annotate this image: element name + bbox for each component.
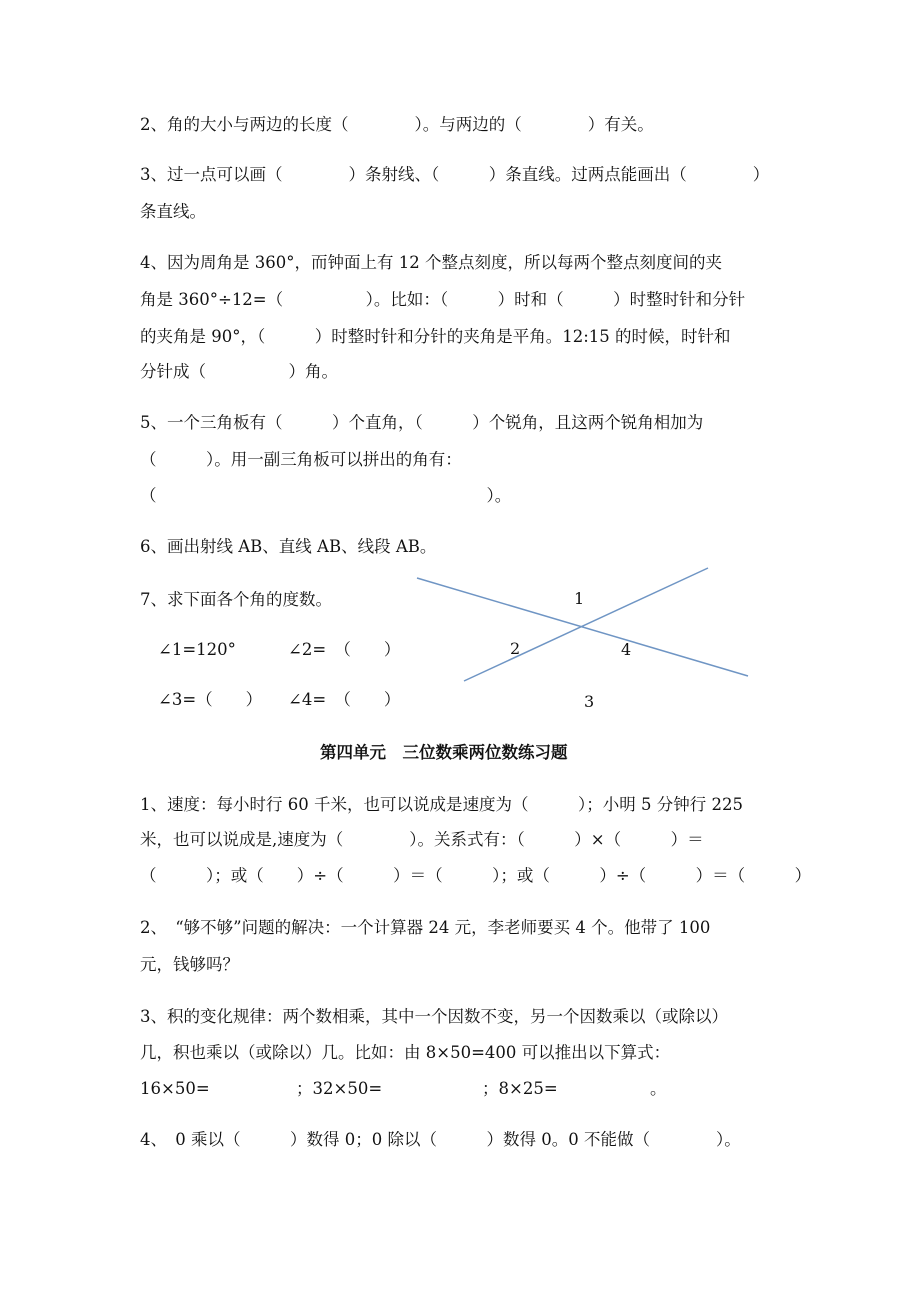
unit4-question-4: 4、 0 乘以（ ）数得 0；0 除以（ ）数得 0。0 不能做（ ）。 — [140, 1130, 741, 1149]
angle-label-3: 3 — [584, 692, 595, 711]
question-5-line-2: （ ）。用一副三角板可以拼出的角有： — [140, 450, 462, 469]
question-4-line-3: 的夹角是 90°，（ ）时整时针和分针的夹角是平角。12:15 的时候，时针和 — [140, 327, 731, 346]
question-6: 6、画出射线 AB、直线 AB、线段 AB。 — [140, 537, 437, 556]
question-2: 2、角的大小与两边的长度（ ）。与两边的（ ）有关。 — [140, 115, 654, 134]
line-ascending — [464, 568, 708, 681]
unit-4-title: 第四单元 三位数乘两位数练习题 — [320, 743, 568, 762]
angle-label-1: 1 — [574, 589, 585, 608]
angle-1-value: ∠1=120° — [158, 640, 236, 659]
question-3-line-2: 条直线。 — [140, 202, 206, 221]
unit4-question-3-expr-1: 16×50= — [140, 1079, 210, 1098]
unit4-question-3-line-2: 几，积也乘以（或除以）几。比如：由 8×50=400 可以推出以下算式： — [140, 1043, 671, 1062]
unit4-question-2-line-1: 2、 “够不够”问题的解决：一个计算器 24 元，李老师要买 4 个。他带了 100 — [140, 918, 711, 937]
unit4-question-1-line-1: 1、速度：每小时行 60 千米，也可以说成是速度为（ ）；小明 5 分钟行 225 — [140, 795, 743, 814]
unit4-question-2-line-2: 元，钱够吗？ — [140, 955, 239, 974]
unit4-question-3-expr-2: ；32×50= — [296, 1079, 383, 1098]
angle-2-value: ∠2= （ ） — [288, 640, 401, 659]
unit4-question-3-end: 。 — [650, 1079, 667, 1098]
angle-label-2: 2 — [510, 639, 521, 658]
question-3-line-1: 3、过一点可以画（ ）条射线、（ ）条直线。过两点能画出（ ） — [140, 165, 770, 184]
unit4-question-3-expr-3: ；8×25= — [482, 1079, 558, 1098]
question-5-line-3: （ ）。 — [140, 486, 512, 505]
question-4-line-4: 分针成（ ）角。 — [140, 362, 338, 381]
intersecting-lines-diagram — [400, 560, 760, 720]
unit4-question-1-line-3: （ ）；或（ ）÷（ ）＝（ ）；或（ ）÷（ ）＝（ ） — [140, 866, 812, 885]
unit4-question-3-line-1: 3、积的变化规律：两个数相乘，其中一个因数不变，另一个因数乘以（或除以） — [140, 1007, 728, 1026]
question-4-line-2: 角是 360°÷12=（ ）。比如：（ ）时和（ ）时整时针和分针 — [140, 290, 746, 309]
angle-4-value: ∠4= （ ） — [288, 690, 401, 709]
angle-label-4: 4 — [621, 640, 632, 659]
question-5-line-1: 5、一个三角板有（ ）个直角，（ ）个锐角，且这两个锐角相加为 — [140, 413, 704, 432]
question-7: 7、求下面各个角的度数。 — [140, 590, 332, 609]
unit4-question-1-line-2: 米，也可以说成是,速度为（ ）。关系式有：（ ）×（ ）＝ — [140, 830, 704, 849]
question-4-line-1: 4、因为周角是 360°，而钟面上有 12 个整点刻度，所以每两个整点刻度间的夹 — [140, 253, 722, 272]
angle-3-value: ∠3=（ ） — [158, 690, 263, 709]
